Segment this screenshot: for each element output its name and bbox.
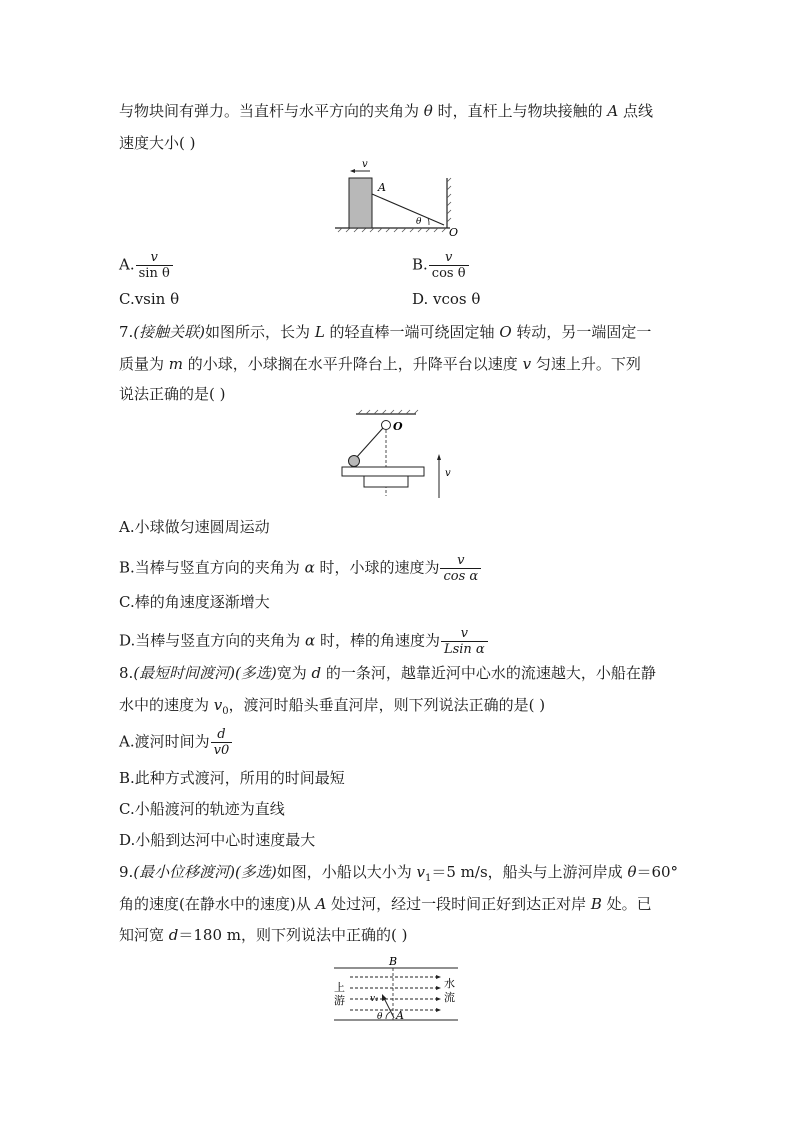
fig6-A-label: A xyxy=(378,181,386,194)
fig6-v-label: v xyxy=(362,159,368,170)
q7-option-a: A.小球做匀速圆周运动 xyxy=(119,518,270,536)
fig9-v1-label: v₁ xyxy=(370,994,379,1004)
fig9-theta-label: θ xyxy=(377,1012,383,1022)
q9-stem-line-3: 知河宽 d＝180 m，则下列说法中正确的( ) xyxy=(119,926,408,944)
fig7-v-label: v xyxy=(445,468,451,479)
fig9-water-2: 流 xyxy=(444,991,455,1004)
q7-option-d: D.当棒与竖直方向的夹角为 α 时，棒的角速度为 $\frac{v}{\text{Lsin α}}$ xyxy=(119,626,489,657)
q8-option-a: A.渡河时间为 $\frac{d}{v0}$ xyxy=(119,727,233,758)
fig6-theta-label: θ xyxy=(416,217,422,227)
q9-stem-line-1: 9.(最小位移渡河)(多选)如图，小船以大小为 $v_1=5$ m/s，船头与上游河岸成 θ＝60° xyxy=(119,863,679,884)
q6-option-d: D. vcos θ xyxy=(412,290,481,308)
q8-option-c: C.小船渡河的轨迹为直线 xyxy=(119,800,285,818)
block xyxy=(349,178,372,228)
q6-option-b: B. $\frac{v}{\text{cos θ}}$ xyxy=(412,250,470,281)
q7-stem-line-3: 说法正确的是( ) xyxy=(119,385,226,403)
q6-option-a: A. $\frac{v}{\text{sin θ}}$ xyxy=(119,250,174,281)
rod xyxy=(372,194,444,225)
fig9-B-label: B xyxy=(389,955,398,968)
q8-option-b: B.此种方式渡河，所用的时间最短 xyxy=(119,769,345,787)
q7-figure xyxy=(338,408,463,503)
fig9-A-label: A xyxy=(396,1009,404,1022)
fig9-upstream-1: 上 xyxy=(334,981,345,994)
ball xyxy=(349,456,360,467)
fig9-upstream-2: 游 xyxy=(334,994,345,1007)
fig7-O-label: O xyxy=(393,420,403,433)
q9-figure xyxy=(330,953,465,1025)
fig6-O-label: O xyxy=(449,226,459,238)
q6-option-c: C.vsin θ xyxy=(119,290,180,308)
q6-stem-line-1: 与物块间有弹力。当直杆与水平方向的夹角为 θ 时，直杆上与物块接触的 A 点线 xyxy=(119,102,653,120)
platform xyxy=(342,467,424,476)
q8-stem-line-1: 8.(最短时间渡河)(多选)宽为 d 的一条河，越靠近河中心水的流速越大，小船在静 xyxy=(119,664,656,682)
q8-option-d: D.小船到达河中心时速度最大 xyxy=(119,831,316,849)
rod xyxy=(356,428,383,458)
fig9-water-1: 水 xyxy=(444,977,455,990)
q8-stem-line-2: 水中的速度为 $v_0$，渡河时船头垂直河岸，则下列说法正确的是( ) xyxy=(119,696,546,717)
q9-stem-line-2: 角的速度(在静水中的速度)从 A 处过河，经过一段时间正好到达正对岸 B 处。已 xyxy=(119,895,652,913)
q7-stem-line-1: 7.(接触关联)如图所示，长为 L 的轻直棒一端可绕固定轴 O 转动，另一端固定一 xyxy=(119,323,652,341)
q6-stem-line-2: 速度大小( ) xyxy=(119,134,196,152)
q6-figure xyxy=(330,158,465,238)
q7-stem-line-2: 质量为 m 的小球，小球搁在水平升降台上，升降平台以速度 v 匀速上升。下列 xyxy=(119,355,641,373)
q7-option-b: B.当棒与竖直方向的夹角为 α 时，小球的速度为 $\frac{v}{\text{cos α}}$ xyxy=(119,553,482,584)
q7-option-c: C.棒的角速度逐渐增大 xyxy=(119,593,270,611)
